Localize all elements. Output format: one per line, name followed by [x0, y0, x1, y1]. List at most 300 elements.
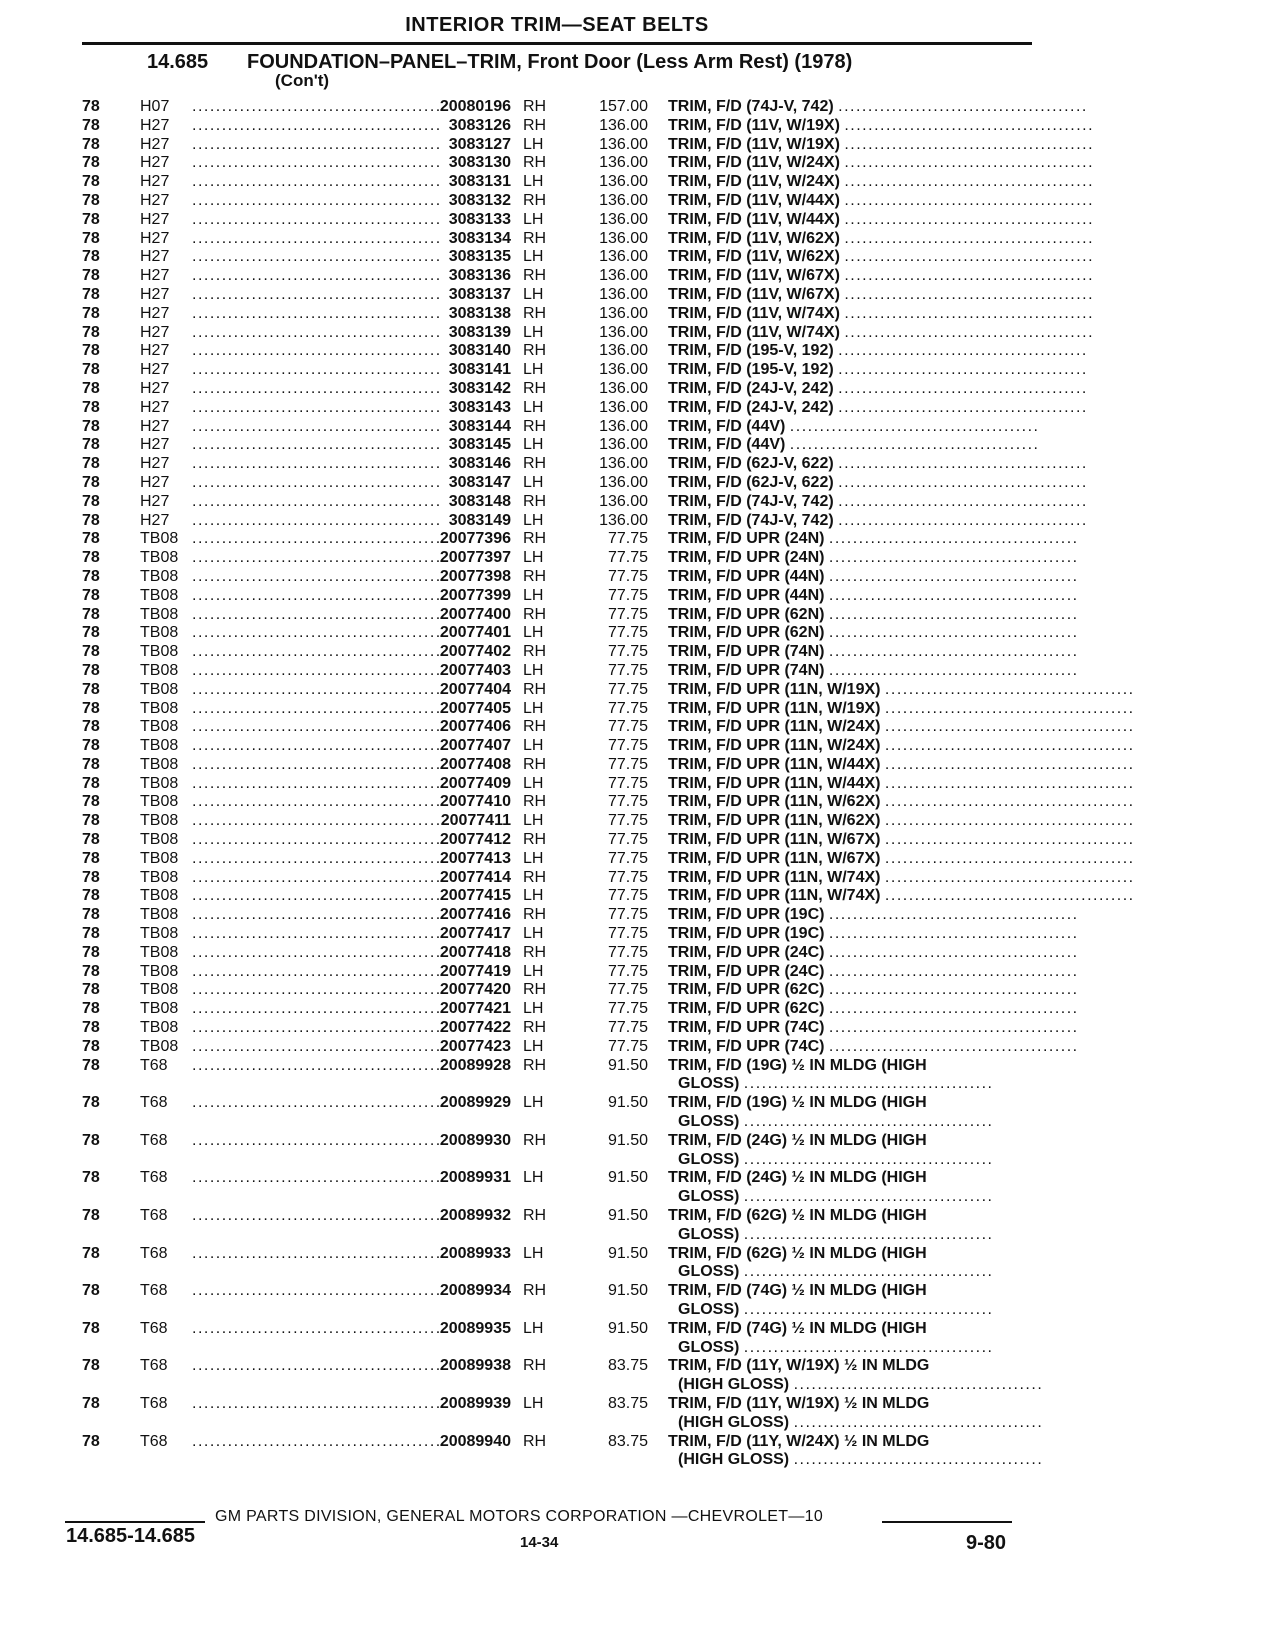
side-cell: RH: [523, 943, 547, 961]
year-cell: 78: [82, 943, 100, 961]
table-row: [0, 455, 1280, 474]
side-cell: RH: [523, 643, 547, 661]
table-row: [0, 1245, 1280, 1283]
part-number-cell: 3083139: [448, 323, 511, 341]
dot-leader: ..........................................: [844, 173, 1095, 191]
price-cell: 91.50: [607, 1282, 648, 1300]
part-number-cell: 3083140: [448, 342, 511, 360]
price-cell: 77.75: [607, 567, 648, 585]
year-cell: 78: [82, 98, 100, 115]
price-cell: 136.00: [599, 417, 648, 435]
dot-leader: ..........................................: [743, 1075, 994, 1093]
dot-leader: ..........................................: [828, 567, 1079, 585]
price-cell: 77.75: [607, 887, 648, 905]
year-cell: 78: [82, 605, 100, 623]
description-cell: [668, 473, 1088, 492]
price-cell: 136.00: [599, 304, 648, 322]
description-continuation: [678, 1226, 1033, 1244]
table-row: [0, 587, 1280, 606]
dot-leader: ..........................................: [192, 981, 442, 999]
code-cell: TB08: [140, 849, 179, 867]
description-cell: [668, 210, 1095, 229]
year-cell: 78: [82, 1169, 100, 1187]
side-cell: LH: [523, 173, 544, 191]
description-cell: [668, 1037, 1079, 1056]
year-cell: 78: [82, 210, 100, 228]
description-text: TRIM, F/D UPR (11N, W/74X): [668, 887, 881, 905]
description-cell: [668, 793, 1135, 811]
part-number-cell: 20089935: [439, 1319, 511, 1337]
side-cell: LH: [523, 436, 544, 454]
description-text: TRIM, F/D (11Y, W/19X) ½ IN MLDG: [668, 1394, 930, 1412]
code-cell: H27: [140, 191, 170, 209]
price-cell: 77.75: [607, 755, 648, 773]
dot-leader: ..........................................: [192, 1019, 442, 1037]
description-text: TRIM, F/D (74J-V, 742): [668, 511, 834, 529]
description-text: TRIM, F/D UPR (19C): [668, 925, 825, 943]
table-row: [0, 324, 1280, 343]
code-cell: H27: [140, 304, 170, 322]
description-continuation-text: GLOSS): [678, 1263, 740, 1281]
side-cell: LH: [523, 962, 544, 980]
description-text: TRIM, F/D UPR (11N, W/67X): [668, 849, 881, 867]
section-continued: (Con't): [275, 71, 330, 90]
year-cell: 78: [82, 793, 100, 811]
year-cell: 78: [82, 1131, 100, 1149]
part-number-cell: 20080196: [439, 98, 511, 115]
dot-leader: ..........................................: [192, 925, 442, 943]
footer-rule-left: [65, 1521, 205, 1523]
description-text: TRIM, F/D UPR (11N, W/19X): [668, 699, 881, 717]
dot-leader: ..........................................: [192, 1319, 442, 1337]
description-text: TRIM, F/D (74G) ½ IN MLDG (HIGH: [668, 1282, 927, 1300]
dot-leader: ..........................................: [192, 906, 442, 924]
description-text: TRIM, F/D UPR (24C): [668, 943, 825, 961]
description-continuation: [678, 1413, 1044, 1432]
table-row: [0, 136, 1280, 155]
dot-leader: ..........................................: [192, 135, 442, 153]
part-number-cell: 20077400: [439, 605, 511, 623]
description-cell: [668, 455, 1088, 473]
table-row: [0, 850, 1280, 869]
description-text: TRIM, F/D UPR (11N, W/19X): [668, 680, 881, 698]
year-cell: 78: [82, 849, 100, 867]
part-number-cell: 3083149: [448, 511, 511, 529]
description-continuation-text: GLOSS): [678, 1301, 740, 1318]
price-cell: 77.75: [607, 661, 648, 679]
code-cell: T68: [140, 1282, 168, 1300]
code-cell: H27: [140, 267, 170, 285]
code-cell: T68: [140, 1394, 168, 1412]
part-number-cell: 20077399: [439, 586, 511, 604]
dot-leader: ..........................................: [192, 567, 442, 585]
dot-leader: ..........................................: [192, 511, 442, 529]
table-row: [0, 793, 1280, 812]
dot-leader: ..........................................: [844, 116, 1095, 134]
year-cell: 78: [82, 774, 100, 792]
description-text: TRIM, F/D (11V, W/24X): [668, 154, 840, 172]
description-continuation-text: GLOSS): [678, 1113, 740, 1131]
part-number-cell: 20077398: [439, 567, 511, 585]
year-cell: 78: [82, 342, 100, 360]
description-text: TRIM, F/D (11V, W/44X): [668, 210, 840, 228]
side-cell: LH: [523, 737, 544, 755]
dot-leader: ..........................................: [192, 774, 442, 792]
dot-leader: ..........................................: [884, 831, 1135, 849]
table-row: [0, 1169, 1280, 1207]
table-row: [0, 624, 1280, 643]
description-text: TRIM, F/D (24J-V, 242): [668, 398, 834, 416]
price-cell: 77.75: [607, 906, 648, 924]
price-cell: 136.00: [599, 191, 648, 209]
part-number-cell: 3083126: [448, 116, 511, 134]
dot-leader: ..........................................: [793, 1376, 1044, 1394]
dot-leader: ..........................................: [192, 586, 442, 604]
description-continuation-text: (HIGH GLOSS): [678, 1413, 790, 1431]
dot-leader: ..........................................: [828, 1000, 1079, 1018]
dot-leader: ..........................................: [192, 1056, 442, 1074]
table-row: [0, 700, 1280, 719]
description-cell: [668, 342, 1088, 360]
description-continuation-text: GLOSS): [678, 1150, 740, 1168]
code-cell: H27: [140, 323, 170, 341]
section-number: 14.685: [147, 51, 209, 73]
code-cell: TB08: [140, 661, 179, 679]
code-cell: TB08: [140, 605, 179, 623]
description-continuation: [678, 1113, 1033, 1131]
dot-leader: ..........................................: [884, 755, 1135, 773]
year-cell: 78: [82, 643, 100, 661]
dot-leader: ..........................................: [884, 774, 1135, 792]
side-cell: RH: [523, 1056, 547, 1074]
price-cell: 136.00: [599, 379, 648, 397]
dot-leader: ..........................................: [192, 1000, 442, 1018]
year-cell: 78: [82, 586, 100, 604]
side-cell: RH: [523, 868, 547, 886]
price-cell: 77.75: [607, 605, 648, 623]
description-text: TRIM, F/D (24J-V, 242): [668, 379, 834, 397]
description-text: TRIM, F/D (11V, W/24X): [668, 173, 840, 191]
year-cell: 78: [82, 1019, 100, 1037]
description-cell: [668, 1282, 1033, 1300]
part-number-cell: 20077401: [439, 624, 511, 642]
dot-leader: ..........................................: [743, 1301, 994, 1318]
side-cell: RH: [523, 680, 547, 698]
description-text: TRIM, F/D UPR (44N): [668, 586, 825, 604]
price-cell: 77.75: [607, 831, 648, 849]
footer-date: 9-80: [966, 1532, 1007, 1554]
dot-leader: ..........................................: [192, 1282, 442, 1300]
dot-leader: ..........................................: [838, 473, 1088, 491]
side-cell: LH: [523, 549, 544, 567]
dot-leader: ..........................................: [192, 267, 442, 285]
code-cell: H27: [140, 248, 170, 266]
table-row: [0, 474, 1280, 493]
price-cell: 91.50: [607, 1131, 648, 1149]
dot-leader: ..........................................: [192, 962, 442, 980]
description-text: TRIM, F/D UPR (74C): [668, 1037, 825, 1055]
code-cell: H27: [140, 398, 170, 416]
code-cell: TB08: [140, 755, 179, 773]
dot-leader: ..........................................: [192, 699, 442, 717]
code-cell: H27: [140, 116, 170, 134]
price-cell: 77.75: [607, 586, 648, 604]
description-text: TRIM, F/D (11V, W/74X): [668, 323, 840, 341]
code-cell: TB08: [140, 831, 179, 849]
table-row: [0, 831, 1280, 850]
part-number-cell: 20077410: [439, 793, 511, 811]
price-cell: 83.75: [607, 1432, 648, 1450]
year-cell: 78: [82, 473, 100, 491]
description-continuation: [678, 1451, 1044, 1469]
part-number-cell: 20077416: [439, 906, 511, 924]
side-cell: RH: [523, 417, 547, 435]
dot-leader: ..........................................: [192, 210, 442, 228]
dot-leader: ..........................................: [793, 1413, 1044, 1431]
description-continuation: [678, 1376, 1044, 1394]
description-cell: [668, 887, 1135, 905]
description-continuation-text: GLOSS): [678, 1075, 740, 1093]
dot-leader: ..........................................: [192, 304, 442, 322]
year-cell: 78: [82, 1000, 100, 1018]
part-number-cell: 20077413: [439, 849, 511, 867]
table-row: [0, 981, 1280, 1000]
dot-leader: ..........................................: [743, 1338, 994, 1356]
code-cell: TB08: [140, 699, 179, 717]
description-cell: [668, 1433, 1033, 1451]
year-cell: 78: [82, 1357, 100, 1375]
description-cell: [668, 173, 1095, 191]
table-row: [0, 662, 1280, 681]
description-text: TRIM, F/D UPR (62C): [668, 1000, 825, 1018]
part-number-cell: 20077396: [439, 530, 511, 548]
code-cell: T68: [140, 1094, 168, 1112]
description-cell: [668, 962, 1079, 981]
price-cell: 136.00: [599, 248, 648, 266]
table-row: [0, 1433, 1280, 1471]
part-number-cell: 3083132: [448, 191, 511, 209]
description-text: TRIM, F/D (62J-V, 622): [668, 455, 834, 473]
year-cell: 78: [82, 1394, 100, 1412]
side-cell: RH: [523, 831, 547, 849]
side-cell: LH: [523, 323, 544, 341]
table-row: [0, 1207, 1280, 1245]
table-row: [0, 944, 1280, 963]
dot-leader: ..........................................: [192, 1037, 442, 1055]
description-cell: [668, 191, 1095, 210]
table-row: [0, 530, 1280, 549]
year-cell: 78: [82, 173, 100, 191]
dot-leader: ..........................................: [192, 661, 442, 679]
table-row: [0, 1132, 1280, 1170]
table-row: [0, 305, 1280, 324]
price-cell: 91.50: [607, 1094, 648, 1112]
description-text: TRIM, F/D UPR (11N, W/74X): [668, 868, 881, 886]
side-cell: RH: [523, 1432, 547, 1450]
year-cell: 78: [82, 285, 100, 303]
side-cell: RH: [523, 304, 547, 322]
year-cell: 78: [82, 567, 100, 585]
side-cell: LH: [523, 1319, 544, 1337]
table-row: [0, 1395, 1280, 1433]
part-number-cell: 20089930: [439, 1131, 511, 1149]
table-row: [0, 342, 1280, 361]
dot-leader: ..........................................: [192, 248, 442, 266]
dot-leader: ..........................................: [192, 530, 442, 548]
dot-leader: ..........................................: [192, 1207, 442, 1225]
side-cell: RH: [523, 154, 547, 172]
table-row: [0, 248, 1280, 267]
price-cell: 136.00: [599, 436, 648, 454]
side-cell: LH: [523, 812, 544, 830]
code-cell: TB08: [140, 943, 179, 961]
dot-leader: ..........................................: [192, 831, 442, 849]
price-cell: 77.75: [607, 737, 648, 755]
price-cell: 136.00: [599, 154, 648, 172]
description-text: TRIM, F/D (11V, W/67X): [668, 285, 840, 303]
dot-leader: ..........................................: [192, 455, 442, 473]
part-number-cell: 3083146: [448, 455, 511, 473]
part-number-cell: 20089933: [439, 1244, 511, 1262]
part-number-cell: 3083136: [448, 267, 511, 285]
code-cell: H27: [140, 455, 170, 473]
table-row: [0, 925, 1280, 944]
price-cell: 91.50: [607, 1056, 648, 1074]
description-cell: [668, 417, 1040, 436]
dot-leader: ..........................................: [192, 473, 442, 491]
dot-leader: ..........................................: [884, 737, 1135, 755]
description-cell: [668, 511, 1088, 530]
side-cell: RH: [523, 191, 547, 209]
price-cell: 77.75: [607, 774, 648, 792]
year-cell: 78: [82, 624, 100, 642]
dot-leader: ..........................................: [192, 173, 442, 191]
side-cell: LH: [523, 511, 544, 529]
dot-leader: ..........................................: [828, 943, 1079, 961]
description-cell: [668, 755, 1135, 774]
description-text: TRIM, F/D UPR (11N, W/24X): [668, 718, 881, 736]
description-cell: [668, 530, 1079, 548]
description-text: TRIM, F/D (62G) ½ IN MLDG (HIGH: [668, 1207, 927, 1225]
dot-leader: ..........................................: [838, 98, 1088, 115]
dot-leader: ..........................................: [192, 229, 442, 247]
dot-leader: ..........................................: [743, 1263, 994, 1281]
description-text: TRIM, F/D (11V, W/19X): [668, 135, 840, 153]
side-cell: LH: [523, 925, 544, 943]
price-cell: 136.00: [599, 342, 648, 360]
year-cell: 78: [82, 248, 100, 266]
description-text: TRIM, F/D UPR (11N, W/62X): [668, 812, 881, 830]
description-cell: [668, 248, 1095, 266]
code-cell: T68: [140, 1056, 168, 1074]
part-number-cell: 3083135: [448, 248, 511, 266]
description-cell: [668, 586, 1079, 605]
price-cell: 136.00: [599, 116, 648, 134]
price-cell: 77.75: [607, 868, 648, 886]
description-cell: [668, 868, 1135, 887]
description-text: TRIM, F/D (11V, W/44X): [668, 191, 840, 209]
code-cell: H27: [140, 511, 170, 529]
page-header: INTERIOR TRIM—SEAT BELTS: [405, 14, 709, 36]
dot-leader: ..........................................: [743, 1225, 994, 1243]
table-row: [0, 606, 1280, 625]
dot-leader: ..........................................: [192, 379, 442, 397]
table-row: [0, 906, 1280, 925]
dot-leader: ..........................................: [884, 868, 1135, 886]
part-number-cell: 20077415: [439, 887, 511, 905]
description-continuation: [678, 1301, 1033, 1319]
price-cell: 91.50: [607, 1244, 648, 1262]
description-cell: [668, 135, 1095, 154]
description-cell: [668, 699, 1135, 718]
part-number-cell: 20089940: [439, 1432, 511, 1450]
dot-leader: ..........................................: [828, 586, 1079, 604]
description-text: TRIM, F/D (74G) ½ IN MLDG (HIGH: [668, 1319, 927, 1337]
code-cell: H27: [140, 285, 170, 303]
table-row: [0, 380, 1280, 399]
side-cell: LH: [523, 1094, 544, 1112]
code-cell: T68: [140, 1432, 168, 1450]
part-number-cell: 3083148: [448, 492, 511, 510]
dot-leader: ..........................................: [828, 624, 1079, 642]
dot-leader: ..........................................: [192, 849, 442, 867]
dot-leader: ..........................................: [828, 1037, 1079, 1055]
description-text: TRIM, F/D (11Y, W/24X) ½ IN MLDG: [668, 1432, 930, 1450]
side-cell: RH: [523, 718, 547, 736]
dot-leader: ..........................................: [192, 1094, 442, 1112]
year-cell: 78: [82, 379, 100, 397]
code-cell: TB08: [140, 868, 179, 886]
code-cell: T68: [140, 1207, 168, 1225]
description-text: TRIM, F/D UPR (24C): [668, 962, 825, 980]
price-cell: 136.00: [599, 210, 648, 228]
dot-leader: ..........................................: [192, 793, 442, 811]
side-cell: LH: [523, 361, 544, 379]
side-cell: LH: [523, 473, 544, 491]
dot-leader: ..........................................: [838, 511, 1088, 529]
price-cell: 136.00: [599, 267, 648, 285]
dot-leader: ..........................................: [884, 812, 1135, 830]
dot-leader: ..........................................: [884, 699, 1135, 717]
year-cell: 78: [82, 831, 100, 849]
side-cell: RH: [523, 267, 547, 285]
dot-leader: ..........................................: [884, 718, 1135, 736]
description-text: TRIM, F/D (11V, W/62X): [668, 229, 840, 247]
code-cell: H27: [140, 379, 170, 397]
dot-leader: ..........................................: [884, 849, 1135, 867]
side-cell: RH: [523, 567, 547, 585]
description-cell: [668, 304, 1095, 323]
dot-leader: ..........................................: [838, 379, 1088, 397]
part-number-cell: 20077402: [439, 643, 511, 661]
dot-leader: ..........................................: [844, 210, 1095, 228]
part-number-cell: 20089934: [439, 1282, 511, 1300]
year-cell: 78: [82, 455, 100, 473]
table-row: [0, 512, 1280, 531]
part-number-cell: 20077423: [439, 1037, 511, 1055]
dot-leader: ..........................................: [192, 680, 442, 698]
part-number-cell: 3083145: [448, 436, 511, 454]
side-cell: LH: [523, 624, 544, 642]
dot-leader: ..........................................: [192, 154, 442, 172]
description-text: TRIM, F/D UPR (44N): [668, 567, 825, 585]
description-text: TRIM, F/D UPR (24N): [668, 530, 825, 548]
table-row: [0, 399, 1280, 418]
part-number-cell: 20077412: [439, 831, 511, 849]
side-cell: RH: [523, 229, 547, 247]
description-cell: [668, 906, 1079, 924]
price-cell: 136.00: [599, 361, 648, 379]
